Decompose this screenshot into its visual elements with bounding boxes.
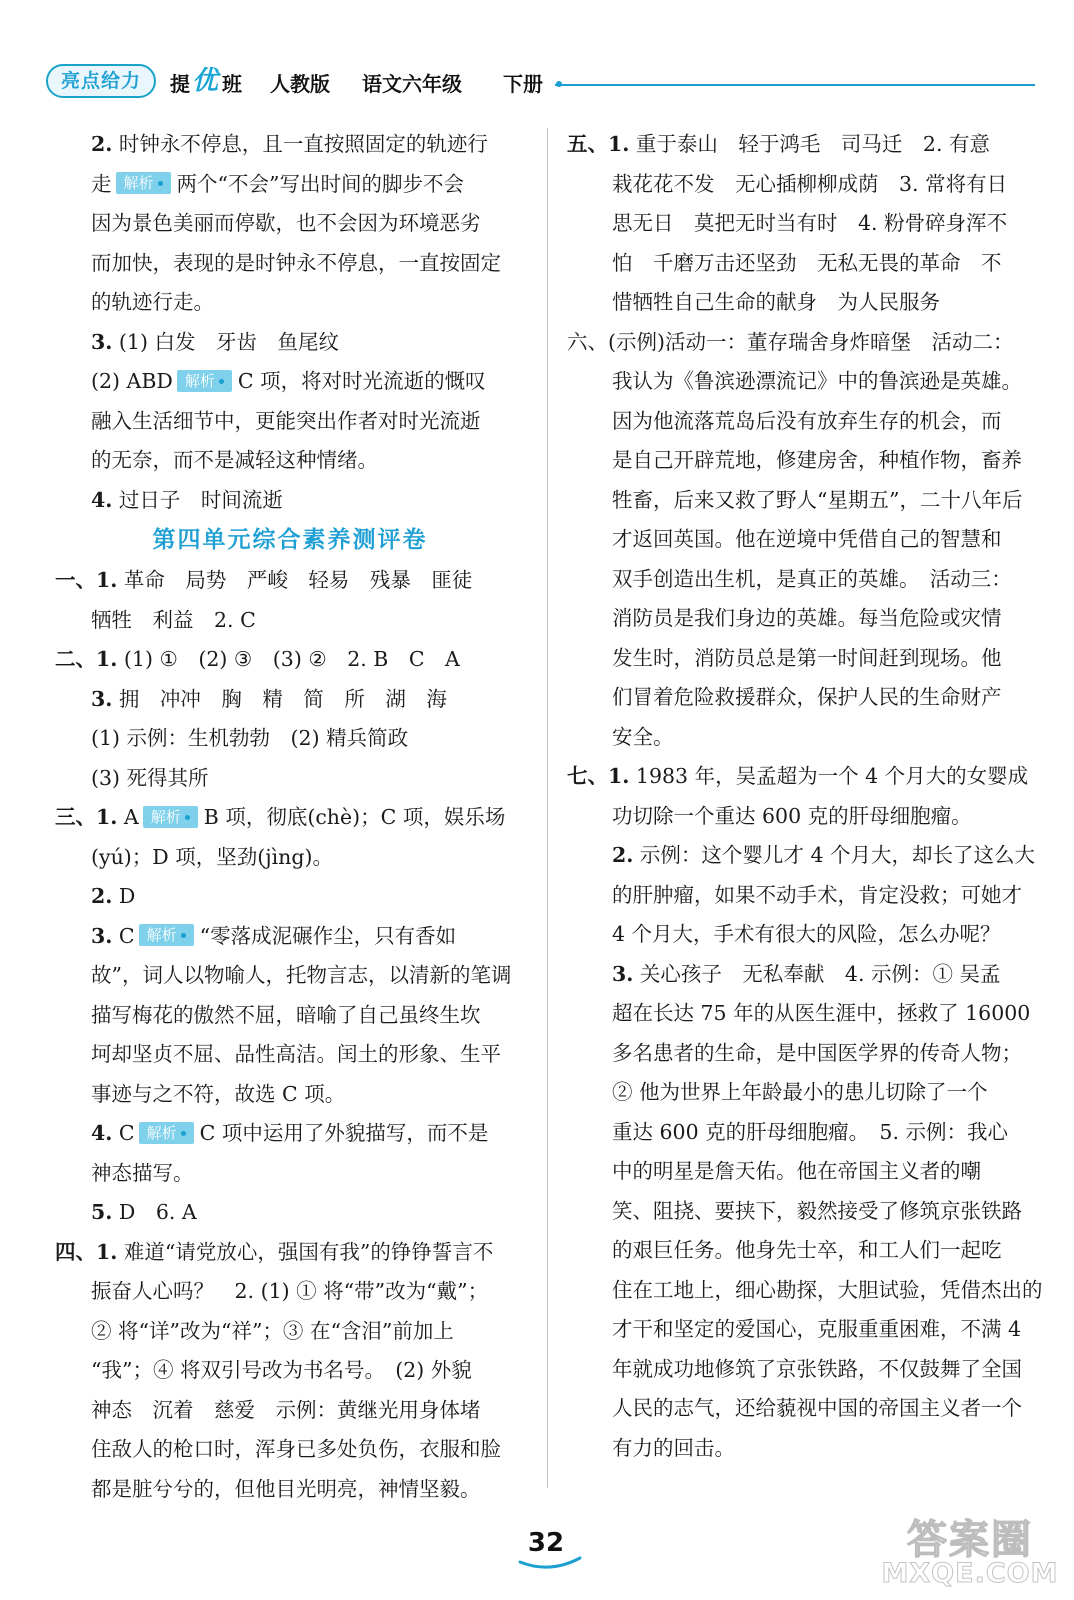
line-text: 拥 冲冲 胸 精 简 所 湖 海 [112,686,447,711]
question-number: 五、1. [567,132,630,156]
line-text: 重于泰山 轻于鸿毛 司马迁 2. 有意 [629,132,990,156]
line-text: 怕 千磨万击还坚劲 无私无畏的革命 不 [612,250,1002,275]
line-text: (1) 示例：生机勃勃 (2) 精兵简政 [91,726,409,750]
answer-line [55,1193,525,1233]
line-text: 事迹与之不符，故选 C 项。 [91,1081,346,1106]
answer-line [567,1310,1047,1350]
line-text: 因为他流落荒岛后没有放弃生存的机会，而 [612,408,1002,433]
answer-line [55,362,525,402]
line-text: 革命 局势 严峻 轻易 残暴 匪徒 [117,568,473,592]
answer-line [567,1231,1047,1271]
line-text: 两个“不会”写出时间的脚步不会 [176,171,464,196]
question-number: 2. [91,132,113,156]
line-text: 的肝肿瘤，如果不动手术，肯定没救；可她才 [612,882,1022,907]
answer-line [55,1351,525,1391]
line-text: 神态 沉着 慈爱 示例：黄继光用身体堵 [91,1397,481,1422]
answer-line [567,1073,1047,1113]
answer-line [55,917,525,957]
answer-line [567,915,1047,955]
line-text: ② 将“详”改为“祥”；③ 在“含泪”前加上 [91,1318,454,1343]
answer-line [55,640,525,680]
line-text: 融入生活细节中，更能突出作者对时光流逝 [91,408,481,433]
answer-line [55,1272,525,1312]
line-text: 消防员是我们身边的英雄。每当危险或灾情 [612,606,1002,630]
line-text: 有力的回击。 [612,1435,735,1460]
line-text: 的无奈，而不是减轻这种情绪。 [91,448,378,472]
answer-line [55,719,525,759]
line-text: 过日子 时间流逝 [112,487,283,512]
answer-line [55,996,525,1036]
answer-line [567,1271,1047,1311]
answer-line [55,402,525,442]
answer-line [55,204,525,244]
line-text: B 项，彻底(chè)；C 项，娱乐场 [203,805,506,829]
answer-line [567,204,1047,244]
page-number-swoosh [518,1556,582,1572]
line-text: 1983 年，吴孟超为一个 4 个月大的女婴成 [629,764,1029,788]
line-text: “零落成泥碾作尘，只有香如 [199,923,457,948]
answer-line [55,441,525,481]
line-text: (1) 白发 牙齿 鱼尾纹 [112,329,339,354]
line-text: C 项中运用了外貌描写，而不是 [199,1121,489,1145]
line-text: 都是脏兮兮的，但他目光明亮，神情坚毅。 [91,1476,481,1501]
analysis-tag: 解析 [116,172,171,194]
brand-char-3: 班 [222,72,242,96]
answer-line [55,244,525,284]
answer-line [55,165,525,205]
left-column [55,125,525,1509]
answer-line [567,836,1047,876]
answer-line [55,759,525,799]
answer-line [55,1430,525,1470]
answer-line [567,757,1047,797]
edition-label: 人教版 [270,72,330,96]
answer-line [55,1114,525,1154]
answer-line [55,561,525,601]
line-text: ② 他为世界上年龄最小的患儿切除了一个 [612,1080,988,1104]
answer-line [55,1312,525,1352]
question-number: 3. [612,961,634,986]
line-text: (3) 死得其所 [91,765,209,790]
analysis-tag: 解析 [139,1122,194,1144]
answer-line [55,1154,525,1194]
question-number: 3. [91,329,113,354]
analysis-tag: 解析 [177,370,232,392]
line-text: D 6. A [112,1200,197,1224]
answer-line [567,876,1047,916]
line-text: (1) ① (2) ③ (3) ② 2. B C A [117,647,460,671]
answer-line [55,323,525,363]
answer-line [55,798,525,838]
analysis-tag: 解析 [143,806,198,828]
answer-line [567,1389,1047,1429]
line-text: 住敌人的枪口时，浑身已多处负伤，衣服和脸 [91,1437,501,1461]
line-text: 描写梅花的傲然不屈，暗喻了自己虽终生坎 [91,1002,481,1027]
question-number: 3. [91,686,113,711]
answer-line [567,283,1047,323]
answer-line [55,956,525,996]
answer-line [567,441,1047,481]
answer-line [567,520,1047,560]
answer-line [567,481,1047,521]
answer-line [567,362,1047,402]
line-text: 走 [91,171,112,196]
line-text: 六、(示例)活动一：董存瑞舍身炸暗堡 活动二： [567,329,1014,354]
answer-line [567,678,1047,718]
line-text: 的轨迹行走。 [91,290,214,314]
line-text: 们冒着危险救援群众，保护人民的生命财产 [612,685,1002,709]
line-text: 难道“请党放心，强国有我”的铮铮誓言不 [117,1239,494,1264]
answer-line [55,283,525,323]
line-text: 我认为《鲁滨逊漂流记》中的鲁滨逊是英雄。 [612,369,1022,393]
page-header [0,0,1074,100]
watermark-text: 答案圈 [907,1517,1033,1563]
line-text: 坷却坚贞不屈、品性高洁。闰土的形象、生平 [91,1042,501,1066]
watermark-logo [880,1508,1060,1594]
answer-line [567,1034,1047,1074]
answer-line [55,877,525,917]
line-text: 故”，词人以物喻人，托物言志，以清新的笔调 [91,963,512,987]
question-number: 2. [91,884,113,908]
line-text: C [112,1121,135,1145]
section-title: 第四单元综合素养测评卷 [152,527,428,553]
series-logo: 亮点给力 [46,64,156,98]
line-text: 笑、阻挠、要挟下，毅然接受了修筑京张铁路 [612,1198,1022,1223]
question-number: 二、1. [55,647,118,671]
brand-char-2: 优 [192,66,219,96]
answer-line [567,1350,1047,1390]
line-text: (yú)；D 项，坚劲(jìng)。 [91,844,333,869]
question-number: 3. [91,923,113,948]
line-text: 时钟永不停息，且一直按照固定的轨迹行 [112,132,488,156]
line-text: 安全。 [612,724,674,749]
line-text: 发生时，消防员总是第一时间赶到现场。他 [612,645,1002,670]
answer-line [55,1233,525,1273]
line-text: 栽花花不发 无心插柳柳成荫 3. 常将有日 [612,171,1008,196]
line-text: D [112,884,136,908]
brand-char-1: 提 [170,72,190,96]
answer-line [567,560,1047,600]
line-text: 年就成功地修筑了京张铁路，不仅鼓舞了全国 [612,1356,1022,1381]
line-text: 神态描写。 [91,1160,194,1185]
line-text: A [117,805,139,829]
line-text: 牺牲 利益 2. C [91,607,256,632]
question-number: 七、1. [567,764,630,788]
answer-line [55,1470,525,1510]
page-number: 32 [527,1528,565,1558]
line-text: 的艰巨任务。他身先士卒，和工人们一起吃 [612,1238,1002,1262]
line-text: (2) ABD [91,369,173,393]
question-number: 4. [91,1121,113,1145]
header-rule [555,84,1035,86]
answer-line [567,1192,1047,1232]
line-text: 多名患者的生命，是中国医学界的传奇人物； [612,1040,1022,1065]
line-text: 重达 600 克的肝母细胞瘤。 5. 示例：我心 [612,1119,1008,1144]
question-number: 4. [91,487,113,512]
line-text: 中的明星是詹天佑。他在帝国主义者的嘲 [612,1159,981,1183]
line-text: 才返回英国。他在逆境中凭借自己的智慧和 [612,527,1002,551]
answer-line [567,165,1047,205]
answer-line [55,1075,525,1115]
answer-line [567,402,1047,442]
answer-line [567,1429,1047,1469]
answer-line [567,994,1047,1034]
answer-line [55,1035,525,1075]
answer-line [567,323,1047,363]
question-number: 一、1. [55,568,118,592]
analysis-tag: 解析 [139,924,194,946]
volume-label: 下册 [503,72,543,96]
answer-line [567,1113,1047,1153]
line-text: “我”；④ 将双引号改为书名号。 (2) 外貌 [91,1358,472,1382]
answer-line [567,599,1047,639]
line-text: 超在长达 75 年的从医生涯中，拯救了 16000 [612,1001,1031,1025]
watermark-domain: MXQE.COM [881,1558,1059,1589]
answer-line [567,244,1047,284]
line-text: 振奋人心吗？ 2. (1) ① 将“带”改为“戴”； [91,1279,489,1303]
line-text: 因为景色美丽而停歇，也不会因为环境恶劣 [91,211,481,235]
question-number: 三、1. [55,805,118,829]
answer-line [567,1152,1047,1192]
answer-line [567,639,1047,679]
answer-line [567,125,1047,165]
answer-line [55,1391,525,1431]
answer-line [567,955,1047,995]
line-text: 示例：这个婴儿才 4 个月大，却长了这么大 [633,843,1035,867]
column-divider [547,128,548,1488]
line-text: C [112,923,135,948]
line-text: 牲畜，后来又救了野人“星期五”，二十八年后 [612,487,1023,512]
line-text: 功切除一个重达 600 克的肝母细胞瘤。 [612,803,972,828]
line-text: 是自己开辟荒地，修建房舍，种植作物，畜养 [612,448,1022,472]
question-number: 2. [612,843,634,867]
line-text: 惜牺牲自己生命的献身 为人民服务 [612,290,940,314]
line-text: 住在工地上，细心勘探，大胆试验，凭借杰出的 [612,1277,1043,1302]
line-text: 才干和坚定的爱国心，克服重重困难，不满 4 [612,1317,1022,1341]
answer-line [567,718,1047,758]
line-text: 双手创造出生机，是真正的英雄。 活动三： [612,566,1012,591]
line-text: 而加快，表现的是时钟永不停息，一直按固定 [91,250,501,275]
line-text: 思无日 莫把无时当有时 4. 粉骨碎身浑不 [612,211,1008,235]
question-number: 四、1. [55,1239,118,1264]
right-column [567,125,1047,1468]
answer-line [55,680,525,720]
line-text: C 项，将对时光流逝的慨叹 [237,369,486,393]
answer-line [55,481,525,521]
answer-line [55,838,525,878]
subject-label: 语文六年级 [362,72,462,96]
answer-line [55,125,525,165]
line-text: 关心孩子 无私奉献 4. 示例：① 吴孟 [633,961,1001,986]
answer-line [55,601,525,641]
answer-line [567,797,1047,837]
line-text: 4 个月大，手术有很大的风险，怎么办呢？ [612,922,1001,946]
line-text: 人民的志气，还给藐视中国的帝国主义者一个 [612,1396,1022,1420]
question-number: 5. [91,1200,113,1224]
